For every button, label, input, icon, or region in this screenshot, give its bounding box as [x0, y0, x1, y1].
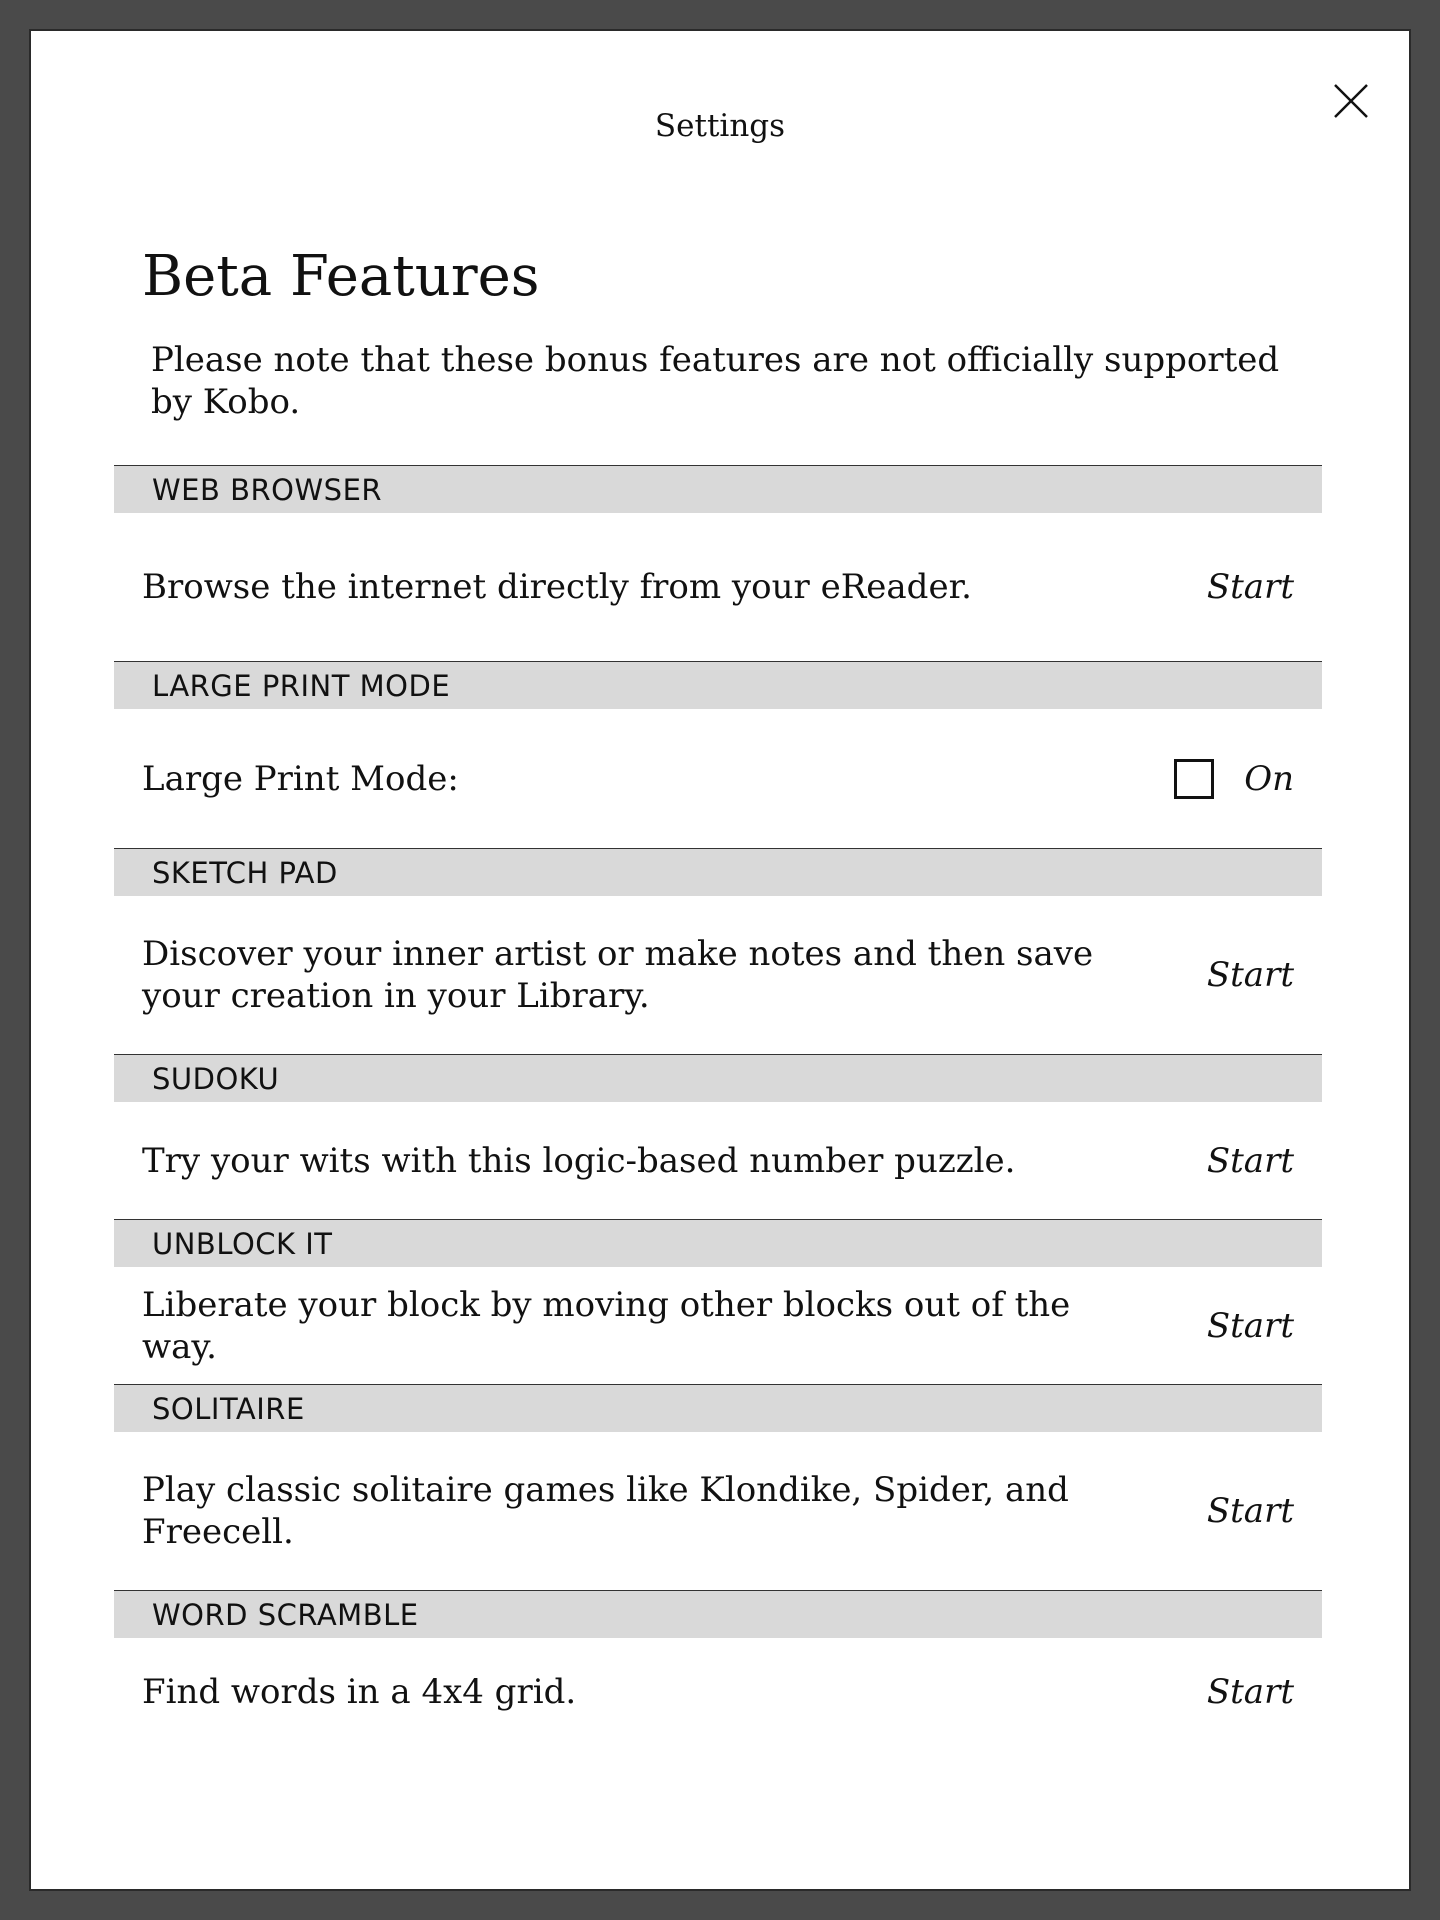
beta-feature-list [114, 465, 1322, 1745]
web-browser-start-button[interactable]: Start [1206, 567, 1294, 607]
word-scramble-description: Find words in a 4x4 grid. [142, 1671, 577, 1712]
close-button[interactable] [1325, 75, 1377, 127]
unblock-it-description: Liberate your block by moving other blocks out of the way. [142, 1284, 1071, 1367]
close-icon [1325, 75, 1377, 127]
unblock-it-row [114, 1267, 1322, 1384]
section-header-solitaire: SOLITAIRE [114, 1384, 1322, 1432]
web-browser-row [114, 513, 1322, 661]
unblock-it-start-button[interactable]: Start [1206, 1305, 1294, 1346]
dialog-title: Settings [654, 108, 786, 144]
section-header-sudoku: SUDOKU [114, 1054, 1322, 1102]
sudoku-row [114, 1102, 1322, 1219]
solitaire-row [114, 1432, 1322, 1590]
section-header-large-print-mode: LARGE PRINT MODE [114, 661, 1322, 709]
large-print-mode-on-label[interactable]: On [1244, 758, 1294, 799]
sketch-pad-row [114, 896, 1322, 1054]
sudoku-description: Try your wits with this logic-based number puzzle. [142, 1140, 1016, 1181]
section-header-word-scramble: WORD SCRAMBLE [114, 1590, 1322, 1638]
large-print-mode-toggle[interactable] [1174, 759, 1294, 799]
web-browser-description: Browse the internet directly from your eReader. [142, 567, 972, 607]
solitaire-description: Play classic solitaire games like Klondike, Spider, and Freecell. [142, 1470, 1069, 1552]
solitaire-start-button[interactable]: Start [1206, 1491, 1294, 1531]
large-print-mode-checkbox[interactable] [1174, 759, 1214, 799]
word-scramble-start-button[interactable]: Start [1206, 1671, 1294, 1712]
section-header-sketch-pad: SKETCH PAD [114, 848, 1322, 896]
section-header-unblock-it: UNBLOCK IT [114, 1219, 1322, 1267]
large-print-mode-row [114, 709, 1322, 848]
page-heading: Beta Features [142, 244, 540, 309]
section-header-web-browser: WEB BROWSER [114, 465, 1322, 513]
sudoku-start-button[interactable]: Start [1206, 1140, 1294, 1181]
settings-dialog [29, 29, 1411, 1891]
sketch-pad-start-button[interactable]: Start [1206, 955, 1294, 995]
word-scramble-row [114, 1638, 1322, 1745]
sketch-pad-description: Discover your inner artist or make notes and then save your creation in your Library. [142, 934, 1094, 1016]
large-print-mode-label: Large Print Mode: [142, 758, 459, 799]
intro-text: Please note that these bonus features are not officially supported by Kobo. [151, 340, 1280, 422]
